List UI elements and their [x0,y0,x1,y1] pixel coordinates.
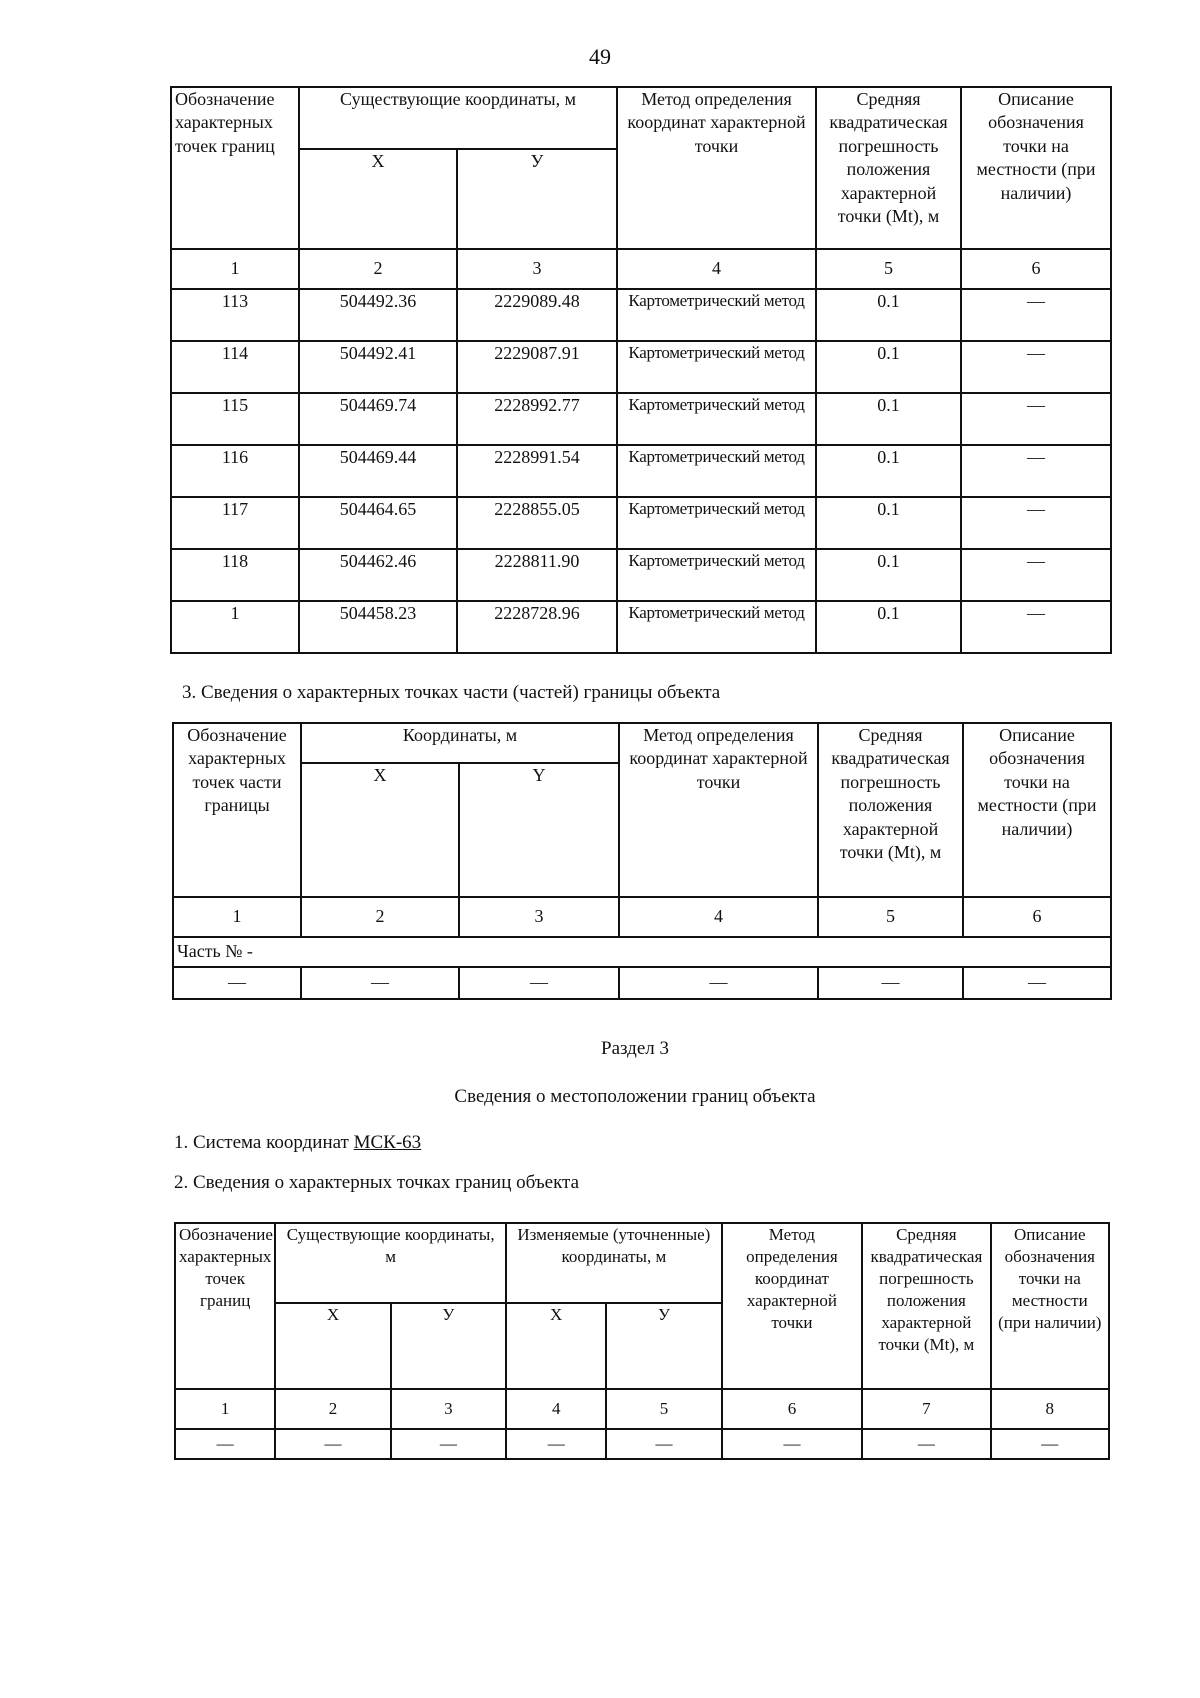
col-number: 3 [457,249,617,289]
method: Картометрический метод [617,497,816,549]
coord-x: 504462.46 [299,549,457,601]
header-designation: Обозначение характерных точек части границы [173,723,301,897]
point-id: 113 [171,289,299,341]
empty-cell: — [963,967,1111,999]
coord-x: 504469.44 [299,445,457,497]
col-number: 4 [619,897,818,937]
empty-cell: — [175,1429,275,1459]
description: — [961,497,1111,549]
header-coords: Существующие координаты, м [299,87,617,149]
page-number: 49 [589,44,611,69]
description: — [961,601,1111,653]
point-id: 1 [171,601,299,653]
col-number: 1 [171,249,299,289]
description: — [961,289,1111,341]
col-number: 6 [961,249,1111,289]
empty-cell: — [722,1429,862,1459]
header-method: Метод определения координат характерной точки [619,723,818,897]
point-id: 115 [171,393,299,445]
mt-value: 0.1 [816,549,961,601]
coord-y: 2228992.77 [457,393,617,445]
empty-cell: — [391,1429,506,1459]
table-row [171,341,1111,393]
empty-cell: — [606,1429,721,1459]
header-x-existing: Х [275,1303,390,1389]
coord-y: 2228811.90 [457,549,617,601]
method: Картометрический метод [617,341,816,393]
parts-table [172,722,1112,1000]
table-row [171,549,1111,601]
coord-y: 2229087.91 [457,341,617,393]
point-id: 114 [171,341,299,393]
description: — [961,445,1111,497]
header-y: У [457,149,617,249]
col-number: 3 [391,1389,506,1429]
col-number: 6 [722,1389,862,1429]
header-y-existing: У [391,1303,506,1389]
method: Картометрический метод [617,445,816,497]
header-method: Метод определения координат характерной точки [722,1223,862,1389]
header-method: Метод определения координат характерной точки [617,87,816,249]
table-row [175,1429,1109,1459]
col-number: 5 [818,897,963,937]
mt-value: 0.1 [816,445,961,497]
points-table [170,86,1112,654]
description: — [961,341,1111,393]
header-existing-coords: Существующие координаты, м [275,1223,506,1303]
method: Картометрический метод [617,549,816,601]
col-number: 5 [816,249,961,289]
changed-points-table [174,1222,1110,1460]
table-row [171,393,1111,445]
empty-cell: — [275,1429,390,1459]
empty-cell: — [862,1429,990,1459]
method: Картометрический метод [617,289,816,341]
empty-cell: — [301,967,459,999]
col-number: 2 [301,897,459,937]
point-id: 116 [171,445,299,497]
coord-x: 504492.36 [299,289,457,341]
header-y: Y [459,763,619,897]
col-number: 1 [175,1389,275,1429]
point-id: 118 [171,549,299,601]
col-number: 6 [963,897,1111,937]
coordinate-system-label: 1. Система координат [174,1132,349,1153]
coord-x: 504458.23 [299,601,457,653]
header-description: Описание обозначения точки на местности (при наличии) [991,1223,1109,1389]
table-row [171,445,1111,497]
points-heading: 2. Сведения о характерных точках границ объекта [174,1172,580,1193]
point-id: 117 [171,497,299,549]
coord-x: 504492.41 [299,341,457,393]
col-number: 2 [299,249,457,289]
empty-cell: — [818,967,963,999]
header-designation: Обозначение характерных точек границ [175,1223,275,1389]
coord-y: 2228991.54 [457,445,617,497]
header-rms: Средняя квадратическая погрешность положения характерной точки (Mt), м [818,723,963,897]
mt-value: 0.1 [816,393,961,445]
coordinate-system-line [174,1132,421,1154]
header-x-changed: Х [506,1303,606,1389]
coord-x: 504469.74 [299,393,457,445]
table-row [171,497,1111,549]
header-description: Описание обозначения точки на местности (при наличии) [963,723,1111,897]
empty-cell: — [619,967,818,999]
col-number: 4 [617,249,816,289]
col-number: 3 [459,897,619,937]
empty-cell: — [459,967,619,999]
col-number: 1 [173,897,301,937]
method: Картометрический метод [617,393,816,445]
empty-cell: — [991,1429,1109,1459]
coord-y: 2228728.96 [457,601,617,653]
column-numbers-row [171,249,1111,289]
method: Картометрический метод [617,601,816,653]
col-number: 2 [275,1389,390,1429]
header-x: Х [299,149,457,249]
col-number: 5 [606,1389,721,1429]
coord-y: 2229089.48 [457,289,617,341]
empty-cell: — [173,967,301,999]
mt-value: 0.1 [816,341,961,393]
description: — [961,549,1111,601]
mt-value: 0.1 [816,289,961,341]
mt-value: 0.1 [816,601,961,653]
razdel-title: Раздел 3 [601,1038,669,1059]
coord-x: 504464.65 [299,497,457,549]
table-row [171,601,1111,653]
coordinate-system-value: МСК-63 [353,1132,422,1153]
header-rms: Средняя квадратическая погрешность положения характерной точки (Mt), м [816,87,961,249]
section-3-heading: 3. Сведения о характерных точках части (частей) границы объекта [182,682,721,703]
mt-value: 0.1 [816,497,961,549]
col-number: 8 [991,1389,1109,1429]
header-rms: Средняя квадратическая погрешность положения характерной точки (Mt), м [862,1223,990,1389]
description: — [961,393,1111,445]
empty-cell: — [506,1429,606,1459]
col-number: 4 [506,1389,606,1429]
column-numbers-row [173,897,1111,937]
table-row [173,967,1111,999]
part-label: Часть № - [173,937,1111,967]
table-row [171,289,1111,341]
header-description: Описание обозначения точки на местности (при наличии) [961,87,1111,249]
column-numbers-row [175,1389,1109,1429]
header-designation: Обозначение характерных точек границ [171,87,299,249]
header-x: X [301,763,459,897]
col-number: 7 [862,1389,990,1429]
header-changed-coords: Изменяемые (уточненные) координаты, м [506,1223,722,1303]
razdel-subtitle: Сведения о местоположении границ объекта [454,1086,816,1107]
coord-y: 2228855.05 [457,497,617,549]
header-coords: Координаты, м [301,723,619,763]
header-y-changed: У [606,1303,721,1389]
